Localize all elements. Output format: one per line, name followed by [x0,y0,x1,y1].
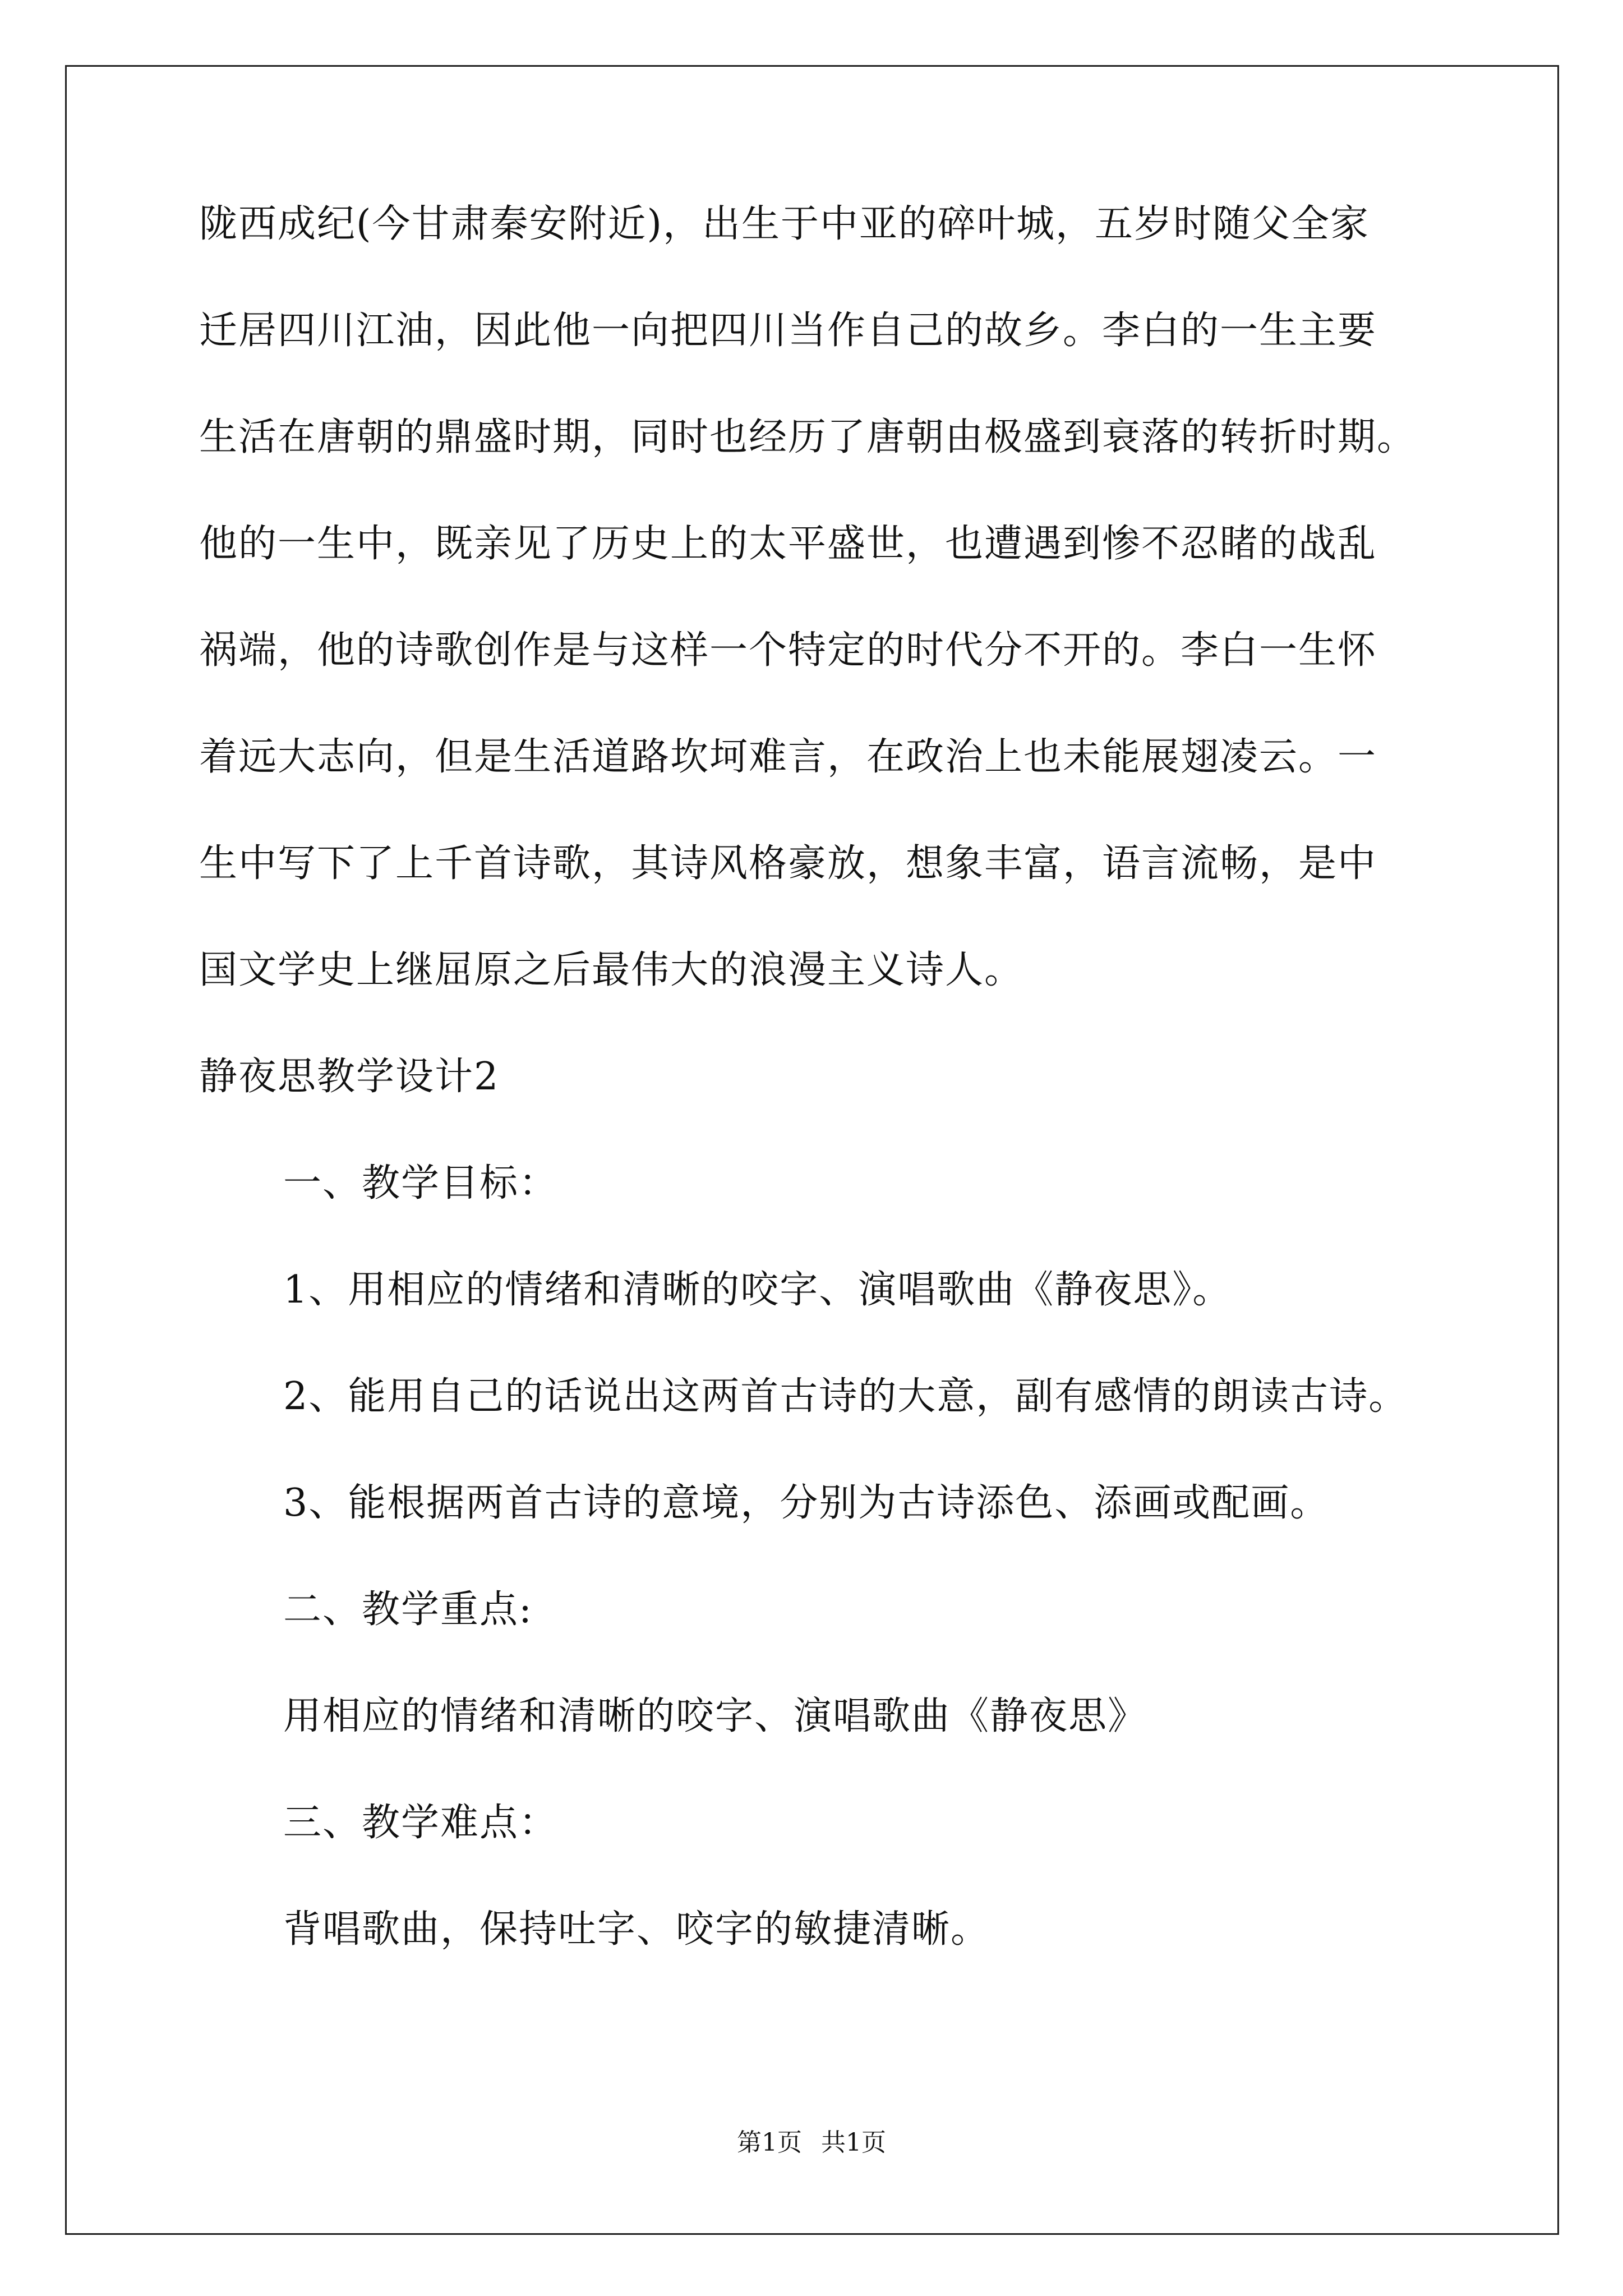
paragraph-line: 迁居四川江油，因此他一向把四川当作自己的故乡。李白的一生主要 [199,309,1377,353]
paragraph-line: 他的一生中，既亲见了历史上的太平盛世，也遭遇到惨不忍睹的战乱 [199,522,1377,566]
paragraph-line: 祸端，他的诗歌创作是与这样一个特定的时代分不开的。李白一生怀 [199,628,1377,673]
objective-item: 2、能用自己的话说出这两首古诗的大意，副有感情的朗读古诗。 [283,1374,1408,1419]
page-number: 第1页 [737,2128,802,2157]
page-total: 共1页 [821,2128,886,2157]
page-footer [0,2127,1623,2159]
difficulty-text: 背唱歌曲，保持吐字、咬字的敏捷清晰。 [283,1907,990,1952]
key-points-text: 用相应的情绪和清晰的咬字、演唱歌曲《静夜思》 [283,1694,1147,1738]
objectives-heading: 一、教学目标： [283,1161,559,1205]
paragraph-line: 着远大志向，但是生活道路坎坷难言，在政治上也未能展翅凌云。一 [199,735,1377,779]
difficulty-heading: 三、教学难点： [283,1801,559,1845]
paragraph-line: 生中写下了上千首诗歌，其诗风格豪放，想象丰富，语言流畅，是中 [199,841,1377,886]
objective-item: 1、用相应的情绪和清晰的咬字、演唱歌曲《静夜思》。 [283,1268,1232,1312]
key-points-heading: 二、教学重点: [283,1588,533,1632]
section-title: 静夜思教学设计2 [199,1055,500,1099]
paragraph-line: 陇西成纪(今甘肃秦安附近)，出生于中亚的碎叶城，五岁时随父全家 [199,202,1370,246]
paragraph-line: 生活在唐朝的鼎盛时期，同时也经历了唐朝由极盛到衰落的转折时期。 [199,415,1417,459]
paragraph-line: 国文学史上继屈原之后最伟大的浪漫主义诗人。 [199,948,1024,992]
objective-item: 3、能根据两首古诗的意境，分别为古诗添色、添画或配画。 [283,1481,1330,1525]
